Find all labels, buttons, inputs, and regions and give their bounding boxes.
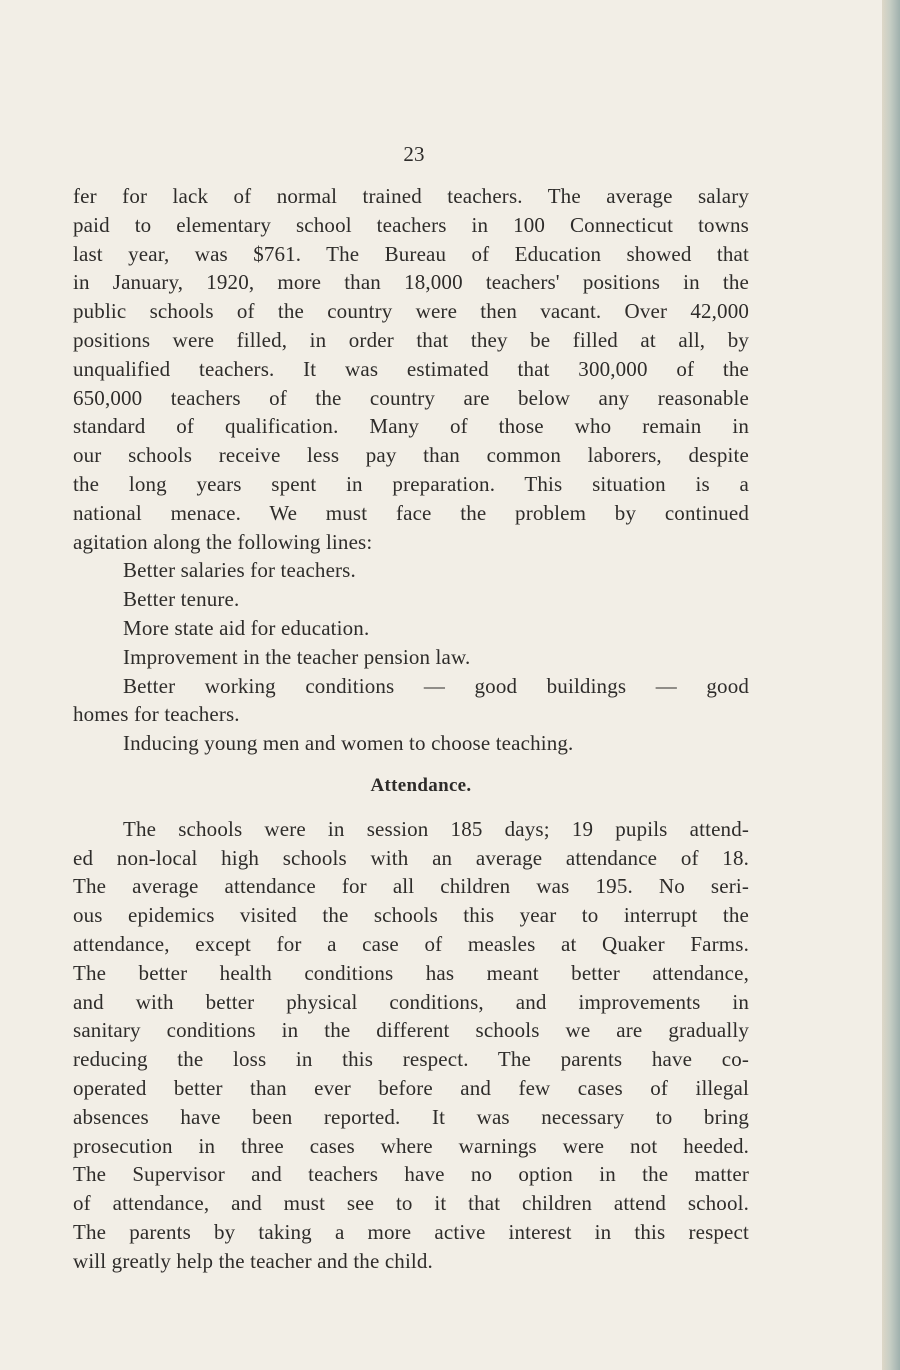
text-line: The average attendance for all children was 195. No seri- xyxy=(73,874,749,899)
text-line: The Supervisor and teachers have no option in the matter xyxy=(73,1162,749,1187)
list-item: Better tenure. xyxy=(123,587,240,612)
paragraph-1 xyxy=(73,182,749,556)
list-item: Better working conditions — good buildings — good xyxy=(123,673,749,698)
section-heading: Attendance. xyxy=(370,774,472,796)
text-line: attendance, except for a case of measles at Quaker Farms. xyxy=(73,931,749,956)
page-edge xyxy=(882,0,900,1370)
text-line: public schools of the country were then vacant. Over 42,000 xyxy=(73,299,749,324)
text-line: agitation along the following lines: xyxy=(73,529,373,554)
list-item: Improvement in the teacher pension law. xyxy=(123,644,471,669)
list-item: Inducing young men and women to choose teaching. xyxy=(123,731,574,756)
text-line: the long years spent in preparation. This situation is a xyxy=(73,471,749,496)
text-line: in January, 1920, more than 18,000 teachers' positions in the xyxy=(73,270,749,295)
recommendations-list xyxy=(73,556,749,758)
text-line: our schools receive less pay than common laborers, despite xyxy=(73,443,749,468)
text-line: fer for lack of normal trained teachers. The average salary xyxy=(73,184,749,208)
text-line: absences have been reported. It was necessary to bring xyxy=(73,1104,749,1129)
text-line: unqualified teachers. It was estimated that 300,000 of the xyxy=(73,356,749,381)
list-item-continuation: homes for teachers. xyxy=(73,702,240,727)
text-line: standard of qualification. Many of those who remain in xyxy=(73,414,749,439)
page-number: 23 xyxy=(403,142,425,166)
list-item: More state aid for education. xyxy=(123,615,370,640)
text-line: prosecution in three cases where warnings were not heeded. xyxy=(73,1133,749,1158)
text-line: and with better physical conditions, and improvements in xyxy=(73,989,749,1014)
text-line: The schools were in session 185 days; 19 pupils attend- xyxy=(123,816,749,841)
text-line: ous epidemics visited the schools this year to interrupt the xyxy=(73,903,749,928)
text-line: will greatly help the teacher and the child. xyxy=(73,1248,433,1273)
text-line: national menace. We must face the problem by continued xyxy=(73,500,749,525)
text-line: operated better than ever before and few cases of illegal xyxy=(73,1075,749,1100)
text-block xyxy=(73,140,749,1275)
text-line: The parents by taking a more active interest in this respect xyxy=(73,1219,749,1244)
list-item: Better salaries for teachers. xyxy=(123,558,356,583)
text-line: last year, was $761. The Bureau of Education showed that xyxy=(73,241,749,266)
text-line: paid to elementary school teachers in 100 Connecticut towns xyxy=(73,212,749,237)
text-line: reducing the loss in this respect. The parents have co- xyxy=(73,1047,749,1072)
text-line: sanitary conditions in the different schools we are gradually xyxy=(73,1018,749,1043)
paragraph-2 xyxy=(73,815,749,1276)
text-line: of attendance, and must see to it that children attend school. xyxy=(73,1191,749,1216)
text-line: 650,000 teachers of the country are below any reasonable xyxy=(73,385,749,410)
text-line: ed non-local high schools with an average attendance of 18. xyxy=(73,845,749,870)
text-line: The better health conditions has meant better attendance, xyxy=(73,960,749,985)
text-line: positions were filled, in order that they be filled at all, by xyxy=(73,327,749,352)
